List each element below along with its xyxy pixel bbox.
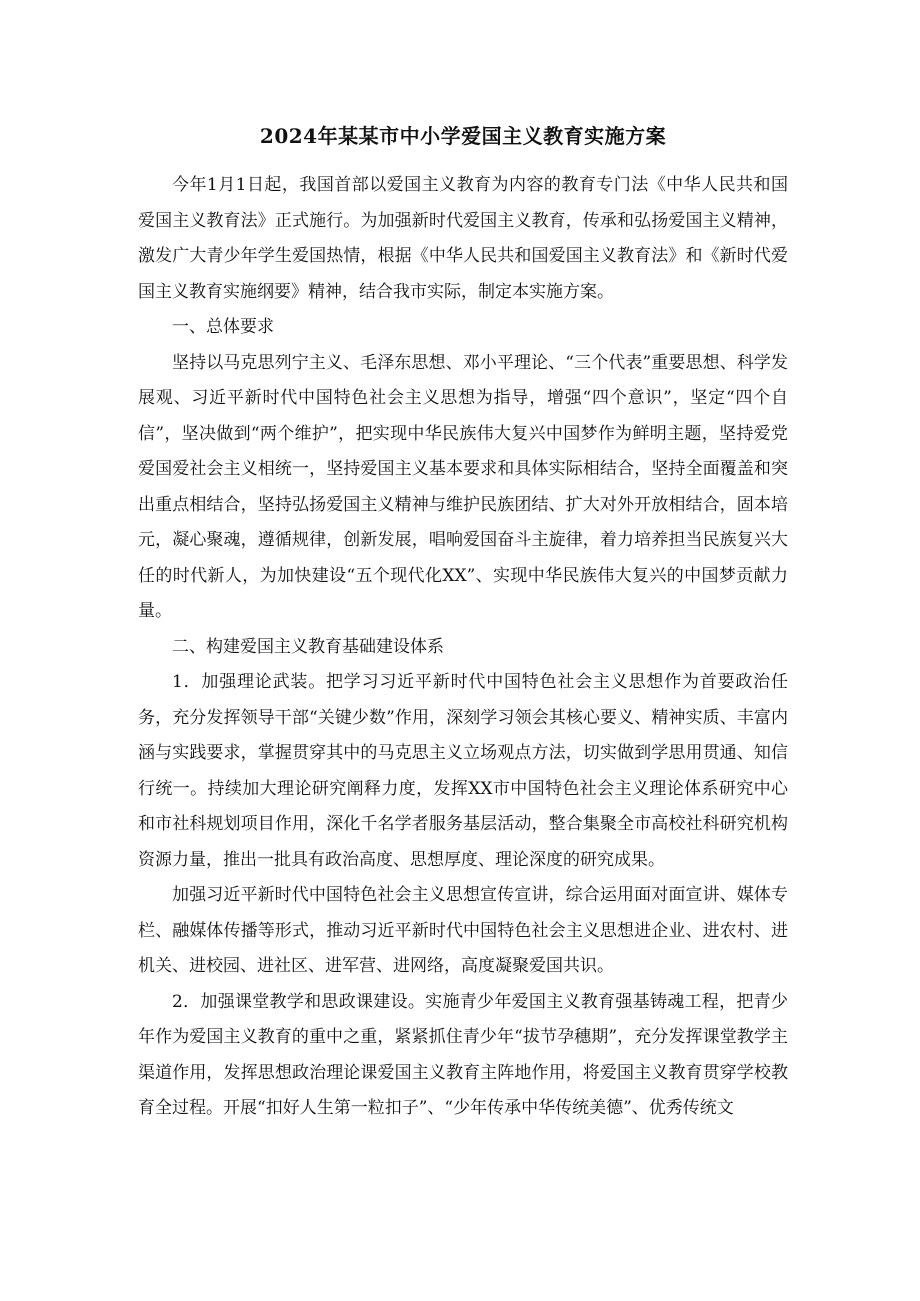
item-theory-armament-paragraph: 1．加强理论武装。把学习习近平新时代中国特色社会主义思想作为首要政治任务，充分发挥领导干部“关键少数”作用，深刻学习领会其核心要义、精神实质、丰富内涵与实践要求，掌握贯穿其中的马克思主义立场观点方法，切实做到学思用贯通、知信行统一。持续加大理论研究阐释力度，发挥XX市中国特色社会主义理论体系研究中心和市社科规划项目作用，深化千名学者服务基层活动，整合集聚全市高校社科研究机构资源力量，推出一批具有政治高度、思想厚度、理论深度的研究成果。 <box>138 672 788 870</box>
intro-paragraph: 今年1月1日起，我国首部以爱国主义教育为内容的教育专门法《中华人民共和国爱国主义教育法》正式施行。为加强新时代爱国主义教育，传承和弘扬爱国主义精神，激发广大青少年学生爱国热情，根据《中华人民共和国爱国主义教育法》和《新时代爱国主义教育实施纲要》精神，结合我市实际，制定本实施方案。 <box>138 175 788 302</box>
document-page <box>138 118 788 1127</box>
general-requirements-paragraph: 坚持以马克思列宁主义、毛泽东思想、邓小平理论、“三个代表”重要思想、科学发展观、习近平新时代中国特色社会主义思想为指导，增强“四个意识”，坚定“四个自信”，坚决做到“两个维护”，把实现中华民族伟大复兴中国梦作为鲜明主题，坚持爱党爱国爱社会主义相统一，坚持爱国主义基本要求和具体实际相结合，坚持全面覆盖和突出重点相结合，坚持弘扬爱国主义精神与维护民族团结、扩大对外开放相结合，固本培元，凝心聚魂，遵循规律，创新发展，唱响爱国奋斗主旋律，着力培养担当民族复兴大任的时代新人，为加快建设“五个现代化XX”、实现中华民族伟大复兴的中国梦贡献力量。 <box>138 352 788 621</box>
section-heading-infrastructure-system: 二、构建爱国主义教育基础建设体系 <box>172 636 444 657</box>
item-classroom-teaching-paragraph: 2．加强课堂教学和思政课建设。实施青少年爱国主义教育强基铸魂工程，把青少年作为爱国主义教育的重中之重，紧紧抓住青少年“拔节孕穗期”，充分发挥课堂教学主渠道作用，发挥思想政治理论课爱国主义教育主阵地作用，将爱国主义教育贯穿学校教育全过程。开展“扣好人生第一粒扣子”、“少年传承中华传统美德”、优秀传统文 <box>138 991 788 1118</box>
section-heading-general-requirements: 一、总体要求 <box>172 317 274 337</box>
document-title: 2024年某某市中小学爱国主义教育实施方案 <box>259 124 667 148</box>
item-theory-armament-continued-paragraph: 加强习近平新时代中国特色社会主义思想宣传宣讲，综合运用面对面宣讲、媒体专栏、融媒体传播等形式，推动习近平新时代中国特色社会主义思想进企业、进农村、进机关、进校园、进社区、进军营、进网络，高度凝聚爱国共识。 <box>138 885 788 976</box>
